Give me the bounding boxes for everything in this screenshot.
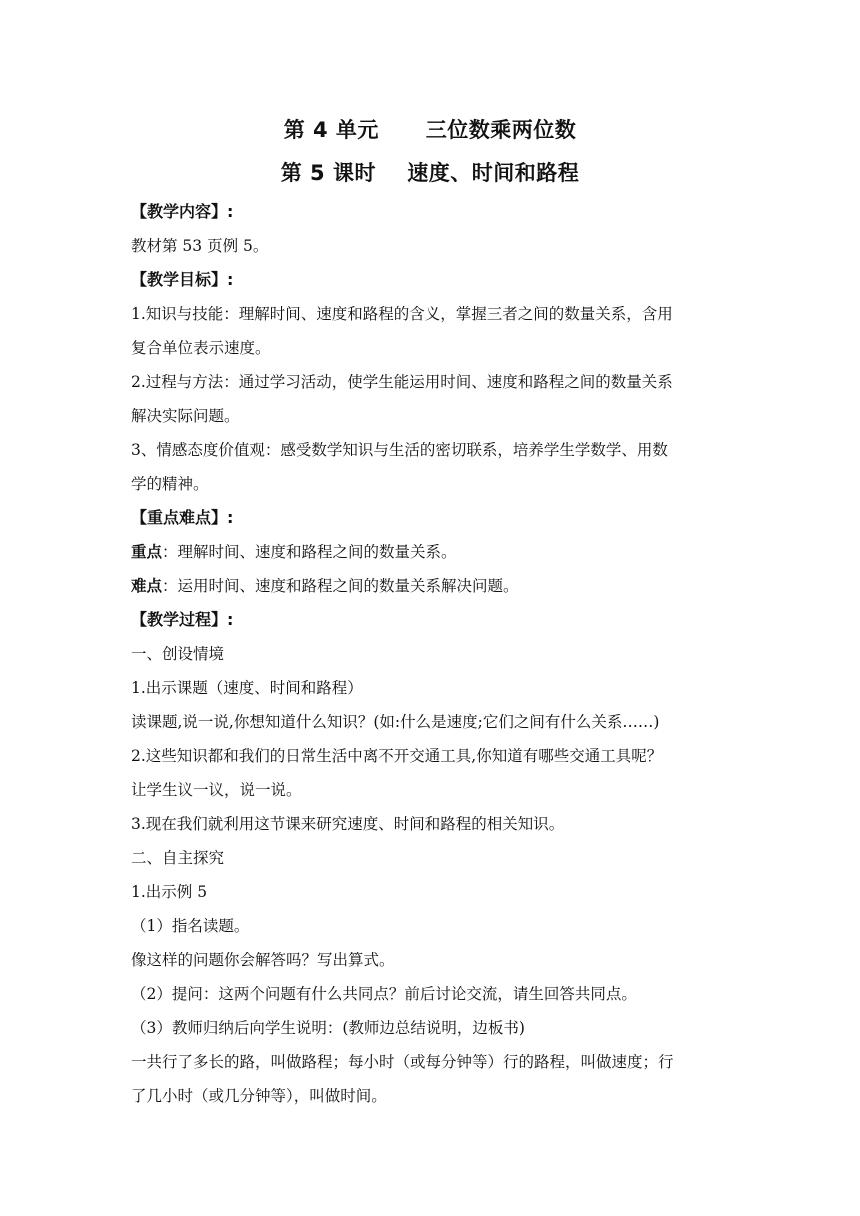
goal-3-line-2: 学的精神。 xyxy=(131,475,209,493)
unit-title: 第 4 单元 三位数乘两位数 xyxy=(283,118,577,142)
process-line-6: 3.现在我们就利用这节课来研究速度、时间和路程的相关知识。 xyxy=(131,815,565,833)
process-line-3: 读课题,说一说,你想知道什么知识？(如:什么是速度;它们之间有什么关系……) xyxy=(131,713,660,731)
key-point-label: 重点 xyxy=(131,543,163,561)
process-line-14: 了几小时（或几分钟等），叫做时间。 xyxy=(131,1087,387,1105)
difficulty-text: ：运用时间、速度和路程之间的数量关系解决问题。 xyxy=(162,577,519,595)
process-line-2: 1.出示课题（速度、时间和路程） xyxy=(131,679,363,697)
difficulty-label: 难点 xyxy=(131,577,163,595)
goal-1-line-2: 复合单位表示速度。 xyxy=(131,339,271,357)
process-line-12: （3）教师归纳后向学生说明：(教师边总结说明，边板书) xyxy=(131,1019,525,1037)
key-point-line xyxy=(131,542,741,562)
process-line-10: 像这样的问题你会解答吗？写出算式。 xyxy=(131,951,395,969)
key-point-text: ：理解时间、速度和路程之间的数量关系。 xyxy=(162,543,457,561)
lesson-title: 第 5 课时 速度、时间和路程 xyxy=(280,161,580,185)
section-heading-key-points: 【重点难点】: xyxy=(131,508,234,527)
goal-1-line-1: 1.知识与技能：理解时间、速度和路程的含义，掌握三者之间的数量关系，含用 xyxy=(131,305,673,323)
process-line-8: 1.出示例 5 xyxy=(131,883,208,901)
difficulty-line xyxy=(131,576,741,596)
process-line-13: 一共行了多长的路，叫做路程；每小时（或每分钟等）行的路程，叫做速度；行 xyxy=(131,1053,674,1071)
goal-2-line-1: 2.过程与方法：通过学习活动，使学生能运用时间、速度和路程之间的数量关系 xyxy=(131,373,673,391)
process-line-11: （2）提问：这两个问题有什么共同点？前后讨论交流，请生回答共同点。 xyxy=(131,985,637,1003)
process-line-1: 一、创设情境 xyxy=(131,645,225,663)
process-line-4: 2.这些知识都和我们的日常生活中离不开交通工具,你知道有哪些交通工具呢？ xyxy=(131,747,663,765)
content-text: 教材第 53 页例 5。 xyxy=(131,237,269,255)
process-line-9: （1）指名读题。 xyxy=(131,917,250,935)
goal-2-line-2: 解决实际问题。 xyxy=(131,407,240,425)
process-line-5: 让学生议一议，说一说。 xyxy=(131,781,302,799)
section-heading-goals: 【教学目标】: xyxy=(131,270,234,289)
section-heading-content: 【教学内容】: xyxy=(131,202,234,221)
process-line-7: 二、自主探究 xyxy=(131,849,225,867)
goal-3-line-1: 3、情感态度价值观：感受数学知识与生活的密切联系，培养学生学数学、用数 xyxy=(131,441,668,459)
section-heading-process: 【教学过程】: xyxy=(131,610,234,629)
